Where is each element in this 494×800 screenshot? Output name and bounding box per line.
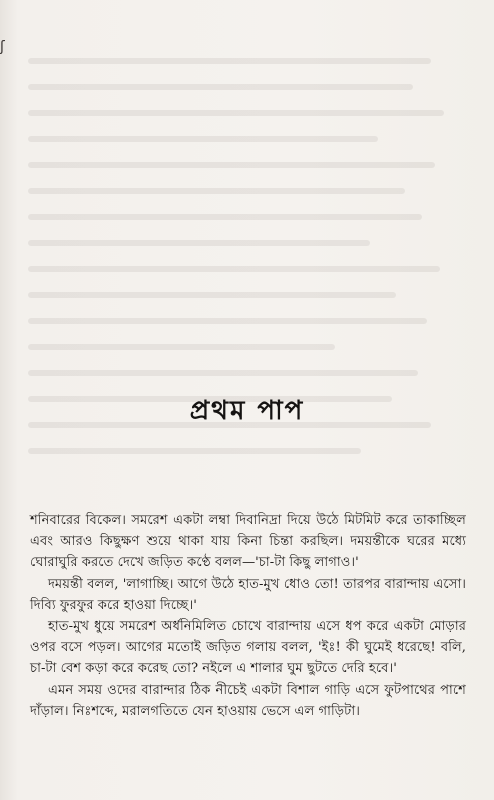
page-edge-mark: ʃ [0,39,5,55]
body-text [30,510,466,722]
paragraph-1: শনিবারের বিকেল। সমরেশ একটা লম্বা দিবানিদ্রা দিয়ে উঠে মিটমিট করে তাকাচ্ছিল এবং আরও কিছুক্ষণ শুয়ে থাকা যায় কিনা চিন্তা করছিল। দময়ন্তীকে ঘরের মধ্যে ঘোরাঘুরি করতে দেখে জড়িত কণ্ঠে বলল—'চা-টা কিছু লাগাও।' [30,513,466,571]
paragraph-2: দময়ন্তী বলল, 'লাগাচ্ছি। আগে উঠে হাত-মুখ ধোও তো! তারপর বারান্দায় এসো। দিব্যি ফুরফুর করে হাওয়া দিচ্ছে।' [30,576,466,613]
chapter-title: প্রথম পাপ [189,396,305,426]
paragraph-3: হাত-মুখ ধুয়ে সমরেশ অর্ধনিমিলিত চোখে বারান্দায় এসে ধপ করে একটা মোড়ার ওপর বসে পড়ল। আগের মতোই জড়িত গলায় বলল, 'ইঃ! কী ঘুমেই ধরেছে! বলি, চা-টা বেশ কড়া করে করেছ তো? নইলে এ শালার ঘুম ছুটতে দেরি হবে।' [30,619,466,677]
paragraph-4: এমন সময় ওদের বারান্দার ঠিক নীচেই একটা বিশাল গাড়ি এসে ফুটপাথের পাশে দাঁড়াল। নিঃশব্দে, মরালগতিতে যেন হাওয়ায় ভেসে এল গাড়িটা। [30,682,466,719]
